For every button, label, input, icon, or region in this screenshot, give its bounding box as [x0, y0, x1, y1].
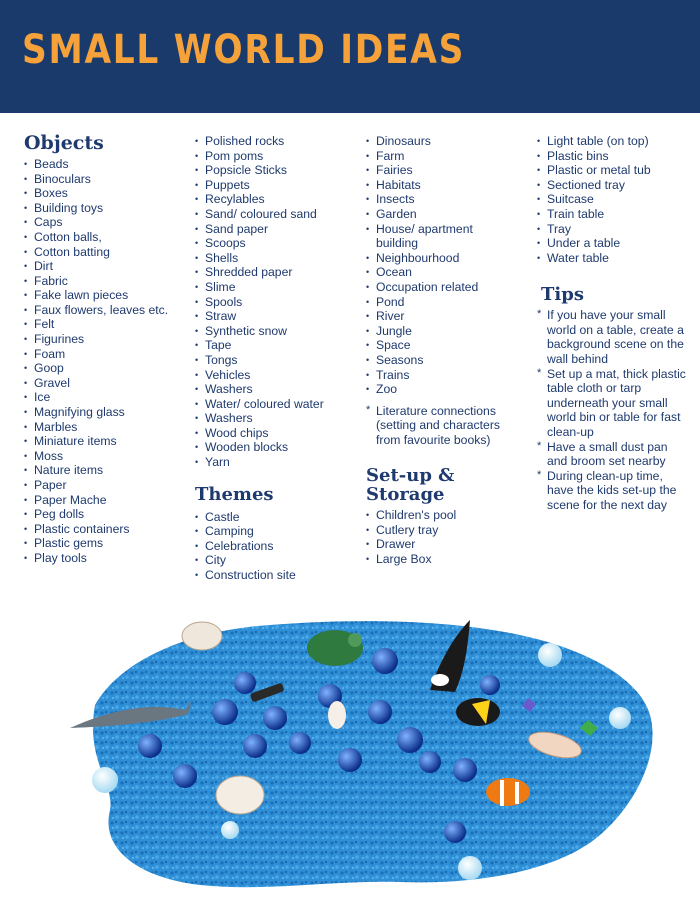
list-item: • Train table	[537, 207, 687, 222]
list-item: • Magnifying glass	[24, 405, 168, 420]
list-item: • Ocean	[366, 265, 516, 280]
list-item: • Construction site	[195, 568, 324, 583]
setup-heading-line2: Storage	[366, 484, 445, 506]
list-item: • Recylables	[195, 192, 324, 207]
list-item: • Camping	[195, 524, 324, 539]
list-item: • Fabric	[24, 274, 168, 289]
setup-list	[366, 508, 516, 566]
list-item: • Dirt	[24, 259, 168, 274]
list-item: • Synthetic snow	[195, 324, 324, 339]
list-item: • Sand/ coloured sand	[195, 207, 324, 222]
list-item: • Wooden blocks	[195, 440, 324, 455]
themes-continued-list	[366, 134, 516, 397]
list-item: • Shells	[195, 251, 324, 266]
list-item: • Light table (on top)	[537, 134, 687, 149]
list-item: • Peg dolls	[24, 507, 168, 522]
list-item: • Sand paper	[195, 222, 324, 237]
objects-list	[24, 157, 168, 566]
list-item: • Puppets	[195, 178, 324, 193]
list-item: • Pom poms	[195, 149, 324, 164]
list-item: • Vehicles	[195, 368, 324, 383]
list-item: • Jungle	[366, 324, 516, 339]
list-item: • Castle	[195, 510, 324, 525]
objects-column	[24, 134, 168, 566]
list-item: • Building toys	[24, 201, 168, 216]
header-banner	[0, 0, 700, 113]
list-item: • Washers	[195, 382, 324, 397]
list-item: • Dinosaurs	[366, 134, 516, 149]
list-item: • Binoculars	[24, 172, 168, 187]
themes-continued-column	[366, 134, 516, 567]
list-item: • Miniature items	[24, 434, 168, 449]
list-item: • Space	[366, 338, 516, 353]
tip-item: * Have a small dust pan and broom set nearby	[537, 440, 687, 469]
list-item: • Sectioned tray	[537, 178, 687, 193]
setup-heading-line1: Set-up &	[366, 465, 455, 487]
list-item: • Wood chips	[195, 426, 324, 441]
list-item: • Trains	[366, 368, 516, 383]
list-item: • Celebrations	[195, 539, 324, 554]
tip-item: * During clean-up time, have the kids set-up the scene for the next day	[537, 469, 687, 513]
list-item: • Moss	[24, 449, 168, 464]
list-item: • Play tools	[24, 551, 168, 566]
page-title: SMALL WORLD IDEAS	[22, 27, 466, 73]
list-item: • Faux flowers, leaves etc.	[24, 303, 168, 318]
tip-item: * Set up a mat, thick plastic table cloth or tarp underneath your small world bin or table for fast clean-up	[537, 367, 687, 440]
objects-continued-column	[195, 134, 324, 583]
list-item: • Cotton balls,	[24, 230, 168, 245]
list-item: • Scoops	[195, 236, 324, 251]
objects-heading: Objects	[24, 132, 104, 154]
list-item: • City	[195, 553, 324, 568]
tip-item: * If you have your small world on a table, create a background scene on the wall behind	[537, 308, 687, 366]
list-item: • Yarn	[195, 455, 324, 470]
list-item: • Tray	[537, 222, 687, 237]
list-item: • Plastic or metal tub	[537, 163, 687, 178]
list-item: • Fairies	[366, 163, 516, 178]
list-item: • Fake lawn pieces	[24, 288, 168, 303]
list-item: • Plastic containers	[24, 522, 168, 537]
list-item: • Drawer	[366, 537, 516, 552]
list-item: • Nature items	[24, 463, 168, 478]
literature-note: * Literature connections (setting and characters from favourite books)	[366, 404, 506, 448]
list-item: • Foam	[24, 347, 168, 362]
list-item: • Spools	[195, 295, 324, 310]
tips-list	[537, 308, 687, 512]
list-item: • Gravel	[24, 376, 168, 391]
ocean-sensory-bin-photo	[0, 600, 700, 906]
list-item: • Pond	[366, 295, 516, 310]
list-item: • Felt	[24, 317, 168, 332]
list-item: • Tongs	[195, 353, 324, 368]
setup-continued-column	[537, 134, 687, 513]
list-item: • Farm	[366, 149, 516, 164]
list-item: • Paper	[24, 478, 168, 493]
list-item: • Paper Mache	[24, 493, 168, 508]
list-item: • Children's pool	[366, 508, 516, 523]
list-item: • Large Box	[366, 552, 516, 567]
list-item: • Seasons	[366, 353, 516, 368]
list-item: • Suitcase	[537, 192, 687, 207]
list-item: • Garden	[366, 207, 516, 222]
list-item: • Neighbourhood	[366, 251, 516, 266]
list-item: • Marbles	[24, 420, 168, 435]
list-item: • Figurines	[24, 332, 168, 347]
list-item: • Cotton batting	[24, 245, 168, 260]
list-item: • House/ apartment building	[366, 222, 516, 251]
list-item: • Slime	[195, 280, 324, 295]
list-item: • Tape	[195, 338, 324, 353]
list-item: • Caps	[24, 215, 168, 230]
list-item: • Polished rocks	[195, 134, 324, 149]
list-item: • Ice	[24, 390, 168, 405]
list-item: • Under a table	[537, 236, 687, 251]
list-item: • Cutlery tray	[366, 523, 516, 538]
list-item: • Occupation related	[366, 280, 516, 295]
list-item: • Plastic gems	[24, 536, 168, 551]
themes-heading: Themes	[195, 483, 274, 505]
list-item: • Shredded paper	[195, 265, 324, 280]
list-item: • Zoo	[366, 382, 516, 397]
setup-continued-list	[537, 134, 687, 265]
list-item: • Habitats	[366, 178, 516, 193]
tips-heading: Tips	[541, 284, 584, 306]
list-item: • Goop	[24, 361, 168, 376]
list-item: • Popsicle Sticks	[195, 163, 324, 178]
list-item: • Straw	[195, 309, 324, 324]
list-item: • Plastic bins	[537, 149, 687, 164]
list-item: • Insects	[366, 192, 516, 207]
list-item: • River	[366, 309, 516, 324]
list-item: • Water/ coloured water	[195, 397, 324, 412]
list-item: • Beads	[24, 157, 168, 172]
list-item: • Boxes	[24, 186, 168, 201]
themes-list	[195, 510, 324, 583]
objects-continued-list	[195, 134, 324, 470]
list-item: • Washers	[195, 411, 324, 426]
list-item: • Water table	[537, 251, 687, 266]
